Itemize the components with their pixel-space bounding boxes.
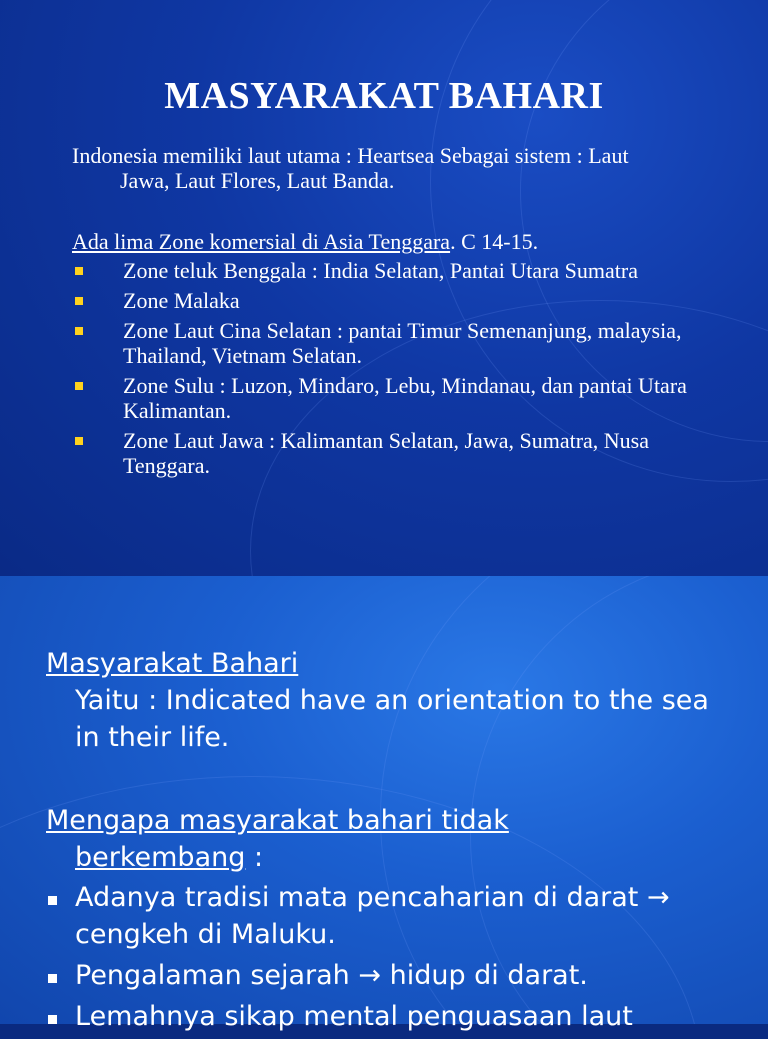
square-bullet-icon [48, 896, 57, 905]
zones-heading [72, 229, 712, 254]
zone-text: Zone Sulu : Luzon, Mindaro, Lebu, Mindanau, dan pantai Utara Kalimantan. [123, 373, 687, 423]
question-suffix: : [245, 842, 264, 873]
reasons-list [46, 879, 736, 1035]
list-item [46, 957, 736, 994]
reason-text: Lemahnya sikap mental penguasaan laut [75, 1001, 633, 1032]
list-item [72, 288, 692, 313]
zone-text: Zone Laut Cina Selatan : pantai Timur Semenanjung, malaysia, Thailand, Vietnam Selatan. [123, 318, 682, 368]
square-bullet-icon [75, 297, 83, 305]
list-item [72, 258, 692, 283]
section-heading: Masyarakat Bahari [46, 648, 299, 679]
square-bullet-icon [75, 267, 83, 275]
list-item [46, 879, 736, 953]
slide-title: MASYARAKAT BAHARI [164, 75, 604, 117]
square-bullet-icon [48, 1015, 57, 1024]
definition-block [46, 645, 726, 756]
intro-paragraph [72, 143, 712, 193]
question-continuation [46, 839, 736, 876]
zone-text: Zone Laut Jawa : Kalimantan Selatan, Jawa, Sumatra, Nusa Tenggara. [123, 428, 650, 478]
zones-heading-text: Ada lima Zone komersial di Asia Tenggara [72, 229, 451, 254]
square-bullet-icon [48, 974, 57, 983]
intro-line-2: Jawa, Laut Flores, Laut Banda. [120, 168, 395, 193]
question-heading [46, 802, 736, 876]
square-bullet-icon [75, 327, 83, 335]
zones-list [72, 258, 692, 483]
list-item [46, 998, 736, 1035]
definition-text: Yaitu : Indicated have an orientation to the sea in their life. [75, 685, 709, 753]
list-item [72, 318, 692, 368]
reason-text: Adanya tradisi mata pencaharian di darat → cengkeh di Maluku. [75, 882, 670, 950]
zone-text: Zone teluk Benggala : India Selatan, Pantai Utara Sumatra [123, 258, 639, 283]
square-bullet-icon [75, 382, 83, 390]
list-item [72, 373, 692, 423]
list-item [72, 428, 692, 478]
question-part-1: Mengapa masyarakat bahari tidak [46, 805, 509, 836]
zone-text: Zone Malaka [123, 288, 240, 313]
reason-text: Pengalaman sejarah → hidup di darat. [75, 960, 588, 991]
intro-line-1: Indonesia memiliki laut utama : Heartsea Sebagai sistem : Laut [72, 143, 629, 168]
question-part-2: berkembang [75, 842, 246, 873]
zones-heading-suffix: . C 14-15. [450, 229, 539, 254]
square-bullet-icon [75, 437, 83, 445]
reasons-block [46, 802, 736, 1039]
